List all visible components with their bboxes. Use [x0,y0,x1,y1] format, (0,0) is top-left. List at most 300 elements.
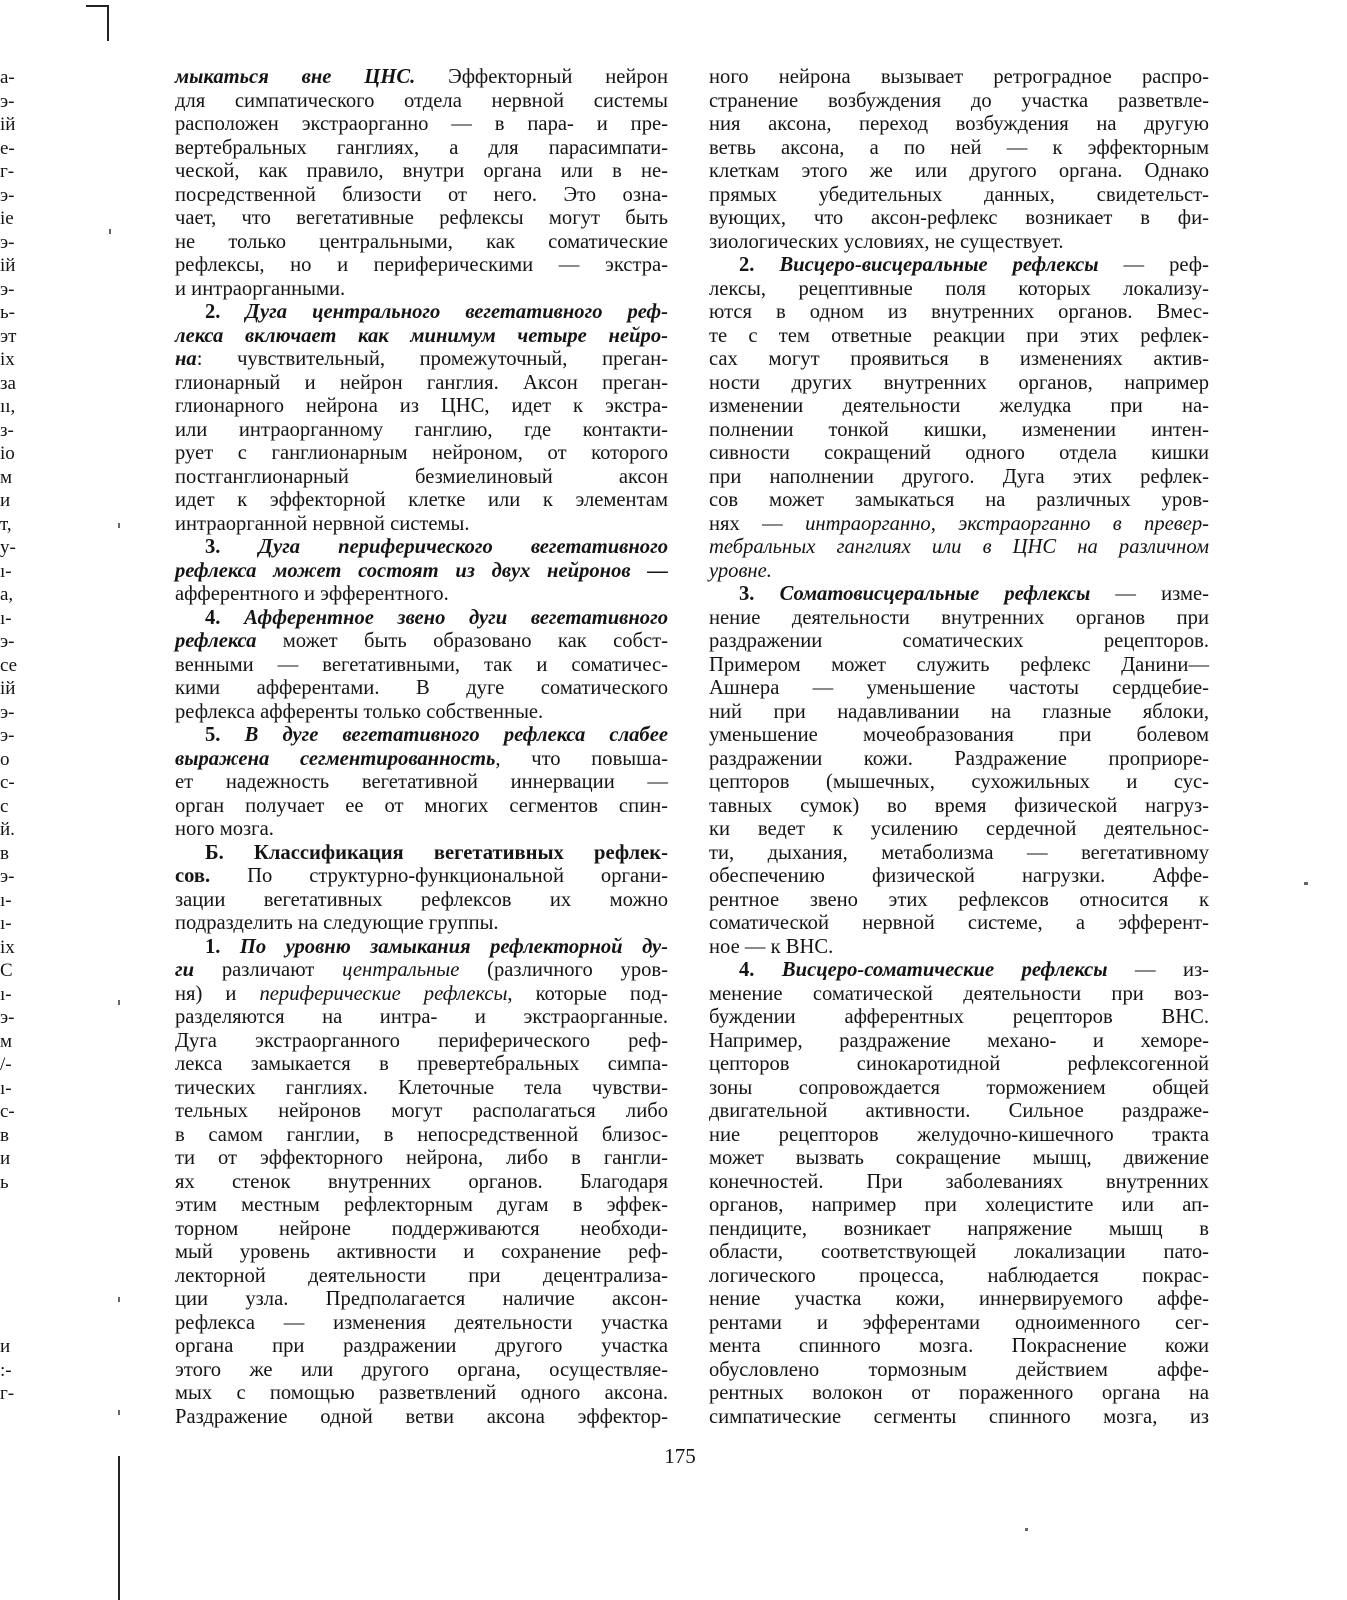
body-text: зиологических условиях, не существует. [709,230,1064,253]
margin-fragment: э- [0,1007,15,1028]
body-text: ное — к ВНС. [709,935,834,958]
body-text: Например, раздражение механо- и хеморе- [709,1029,1209,1052]
text-line [175,748,668,772]
text-line [175,372,668,396]
body-text: зации вегетативных рефлексов их можно [175,888,668,911]
text-line [709,1171,1209,1195]
emphasis-text: 2. [739,254,780,276]
margin-fragment: г- [0,1383,15,1404]
body-text: при наполнении другого. Дуга этих рефлек- [709,465,1209,488]
text-line [175,442,668,466]
body-text: посредственной близости от него. Это озна- [175,183,668,206]
text-line [709,489,1209,513]
body-text: цепторов синокаротидной рефлексогенной [709,1053,1209,1075]
text-line [175,513,668,537]
body-text: зоны сопровождается торможением общей [709,1076,1209,1099]
body-text: — реф- [1098,254,1210,276]
text-line [175,630,668,654]
text-line [175,1194,668,1218]
margin-fragment: с- [0,1101,15,1122]
body-text: торном нейроне поддерживаются необходи- [175,1217,668,1240]
binding-edge-line [118,1456,120,1600]
margin-fragment: а, [0,584,14,605]
text-line [175,466,668,490]
margin-fragment: іх [0,936,15,958]
margin-fragment: и [0,1148,11,1169]
text-line [709,630,1209,654]
margin-fragment [0,1194,26,1218]
text-line [175,983,668,1007]
text-line [175,160,668,184]
text-line [709,1077,1209,1101]
body-text: афферентного и эфферентного. [175,583,449,605]
text-line [709,395,1209,419]
text-line [175,231,668,255]
text-line [709,1100,1209,1124]
text-line [175,912,668,936]
text-line [709,1147,1209,1171]
text-line [709,113,1209,137]
body-text: разделяются на интра- и экстраорганные. [175,1006,668,1028]
body-text: различают [194,959,343,981]
text-line [709,1194,1209,1218]
body-text: этого же или другого органа, осуществляе- [175,1358,668,1381]
scan-speck [1304,882,1308,885]
body-text: мента спинного мозга. Покраснение кожи [709,1335,1209,1357]
emphasis-text: ги [175,959,195,981]
text-line [709,442,1209,466]
text-line [709,1218,1209,1242]
margin-fragment: в [0,842,9,864]
margin-fragment: э- [0,231,15,253]
body-text: полнении тонкой кишки, изменении интен- [709,418,1209,441]
body-text: рентных волокон от пораженного органа на [709,1382,1209,1404]
text-line [709,137,1209,161]
body-text: По структурно-функциональной органи- [210,865,668,887]
body-text: , которые под- [507,982,668,1005]
text-line [175,348,668,372]
margin-fragment: о [0,748,10,770]
emphasis-text: 4. [205,606,245,629]
text-line [175,395,668,419]
margin-fragment: э- [0,701,15,723]
emphasis-text: 3. [739,583,780,605]
text-line [709,231,1209,255]
margin-fragment: ı- [0,1077,12,1099]
margin-fragment: іо [0,443,15,464]
text-line [709,959,1209,983]
text-line [709,1288,1209,1312]
body-text: раздражении соматических рецепторов. [709,630,1209,652]
text-line [175,207,668,231]
margin-fragment: а- [0,67,15,88]
text-line [709,278,1209,302]
scan-speck [118,1000,120,1005]
body-text: глионарного нейрона из ЦНС, идет к экстра- [175,395,668,417]
body-text: ного нейрона вызывает ретроградное распро- [709,66,1209,88]
body-text: ции узла. Предполагается наличие аксон- [175,1288,668,1310]
body-text: нях — [709,512,806,535]
body-text: те с тем ответные реакции при этих рефлек- [709,324,1209,347]
body-text: органов, например при холецистите или ап- [709,1194,1209,1216]
emphasis-text: 2. [205,301,246,323]
margin-fragment [0,1265,26,1289]
body-text: лекса замыкается в превертебральных симпа- [175,1053,668,1075]
emphasis-text: на [175,348,197,370]
body-text: логического процесса, наблюдается покрас- [709,1264,1209,1287]
text-line [175,301,668,325]
text-line [175,818,668,842]
text-line [175,842,668,866]
text-line [175,278,668,302]
body-text: двигательной активности. Сильное раздраже- [709,1100,1209,1122]
text-line [709,583,1209,607]
margin-fragment [0,1218,26,1242]
text-line [175,1171,668,1195]
italic-text: интраорганно, экстраорганно в превер- [805,512,1209,535]
body-text: ческой, как правило, внутри органа или в не- [175,160,668,182]
body-text: симпатические сегменты спинного мозга, из [709,1405,1209,1428]
body-text: рефлекса — изменения деятельности участка [175,1311,668,1334]
text-line [709,160,1209,184]
margin-fragment: ь- [0,302,15,323]
text-line [175,419,668,443]
body-text: ние рецепторов желудочно-кишечного тракта [709,1123,1209,1146]
body-text: может быть образовано как собст- [256,630,668,652]
text-line [709,325,1209,349]
margin-fragment [0,1241,26,1265]
text-line [709,301,1209,325]
text-column-right [709,66,1209,1429]
text-line [175,1053,668,1077]
margin-fragment: ı- [0,607,12,629]
body-text: рентами и эфферентами одноименного сег- [709,1311,1209,1334]
text-line [709,1382,1209,1406]
scan-corner-mark [107,5,109,41]
body-text: для симпатического отдела нервной системы [175,89,668,112]
body-text: , что повыша- [495,747,668,770]
text-line [709,466,1209,490]
body-text: рует с ганглионарным нейроном, от которого [175,442,668,464]
body-text: органа при раздражении другого участка [175,1335,668,1357]
margin-fragment: с- [0,772,15,793]
text-line [175,889,668,913]
margin-fragment: ь [0,1171,9,1193]
text-line [175,1077,668,1101]
margin-fragment: с [0,795,9,817]
margin-fragment: з- [0,419,14,441]
margin-fragment: /- [0,1054,12,1075]
text-line [709,184,1209,208]
body-text: клеткам этого же или другого органа. Однако [709,160,1209,182]
scan-speck [118,1410,120,1415]
text-line [709,66,1209,90]
text-line [175,959,668,983]
body-text: вующих, что аксон-рефлекс возникает в фи- [709,207,1209,229]
margin-fragment: э- [0,725,15,746]
body-text: лекторной деятельности при децентрализа- [175,1264,668,1287]
body-text: изменении деятельности желудка при на- [709,395,1209,417]
body-text: менение соматической деятельности при воз- [709,982,1209,1005]
body-text: чает, что вегетативные рефлексы могут быть [175,207,668,229]
scan-speck [118,523,120,528]
emphasis-text: В дуге вегетативного рефлекса слабее [244,724,668,746]
body-text: ти, дыхания, метаболизма — вегетативному [709,841,1209,864]
emphasis-text: 3. [205,536,259,558]
emphasis-text: сов. [175,865,211,887]
margin-fragment: у- [0,537,16,558]
text-line [709,1312,1209,1336]
margin-fragment: С [0,960,13,981]
text-line [709,724,1209,748]
text-line [709,654,1209,678]
body-text: рентное звено этих рефлексов относится к [709,888,1209,911]
text-line [709,677,1209,701]
margin-fragment: м [0,1030,13,1052]
body-text: тельных нейронов могут располагаться либо [175,1100,668,1122]
text-line [175,795,668,819]
body-text: расположен экстраорганно — в пара- и пре- [175,113,668,135]
emphasis-text: По уровню замыкания рефлекторной ду- [239,935,669,958]
body-text: мых с помощью разветвлений одного аксона. [175,1382,668,1404]
margin-fragment: ій [0,114,16,135]
text-line [709,207,1209,231]
body-text: рефлексы, но и периферическими — экстра- [175,254,668,276]
body-text: лексы, рецептивные поля которых локализу- [709,277,1209,300]
body-text: сов может замыкаться на различных уров- [709,489,1209,511]
body-text: мый уровень активности и сохранение реф- [175,1241,668,1263]
body-text: Примером может служить рефлекс Данини— [709,653,1209,676]
text-line [175,1241,668,1265]
text-line [175,936,668,960]
text-line [709,1406,1209,1430]
margin-fragment: ı- [0,983,12,1005]
margin-fragment: ій [0,255,16,276]
text-line [709,795,1209,819]
text-line [709,1124,1209,1148]
text-line [709,1265,1209,1289]
scan-speck [109,229,111,234]
body-text: сах могут проявиться в изменениях актив- [709,348,1209,370]
italic-text: периферические рефлексы [259,982,508,1005]
body-text: ет надежность вегетативной иннервации — [175,771,668,793]
text-line [175,583,668,607]
body-text: рефлекса афференты только собственные. [175,700,544,723]
text-line [175,771,668,795]
body-text: ния аксона, переход возбуждения на другую [709,113,1209,135]
text-line [175,489,668,513]
text-line [175,1030,668,1054]
emphasis-text: 4. [739,959,782,981]
emphasis-text: 5. [205,724,245,746]
body-text: венными — вегетативными, так и соматичес- [175,653,668,676]
emphasis-text: рефлекса [175,630,257,652]
emphasis-text: Соматовисцеральные рефлексы [779,583,1091,605]
text-line [709,419,1209,443]
text-line [709,701,1209,725]
scan-speck [118,1297,120,1302]
margin-fragment: се [0,654,18,676]
margin-fragment: ı- [0,889,12,911]
text-line [175,137,668,161]
text-line [175,1406,668,1430]
body-text: тавных сумок) во время физической нагруз- [709,794,1209,817]
body-text: буждении афферентных рецепторов ВНС. [709,1006,1209,1028]
body-text: странение возбуждения до участка разветвле- [709,89,1209,112]
margin-fragment: м [0,466,13,488]
margin-fragment: э- [0,278,15,300]
text-line [175,1335,668,1359]
text-line [709,865,1209,889]
text-line [709,536,1209,560]
margin-fragment: э- [0,866,15,887]
margin-fragment: ı- [0,560,12,582]
margin-fragment: іе [0,208,14,229]
emphasis-text: Афферентное звено дуги вегетативного [244,606,668,629]
text-line [709,1030,1209,1054]
emphasis-text: Висцеро-соматические рефлексы [781,959,1108,981]
text-line [709,771,1209,795]
text-line [709,560,1209,584]
text-line [175,654,668,678]
body-text: ний при надавливании на глазные яблоки, [709,700,1209,723]
body-text: Ашнера — уменьшение частоты сердцебие- [709,677,1209,699]
margin-fragment: іх [0,349,15,370]
text-line [175,865,668,889]
text-line [175,66,668,90]
body-text: сивности сокращений одного отдела кишки [709,442,1209,464]
body-text: обусловлено тормозным действием аффе- [709,1358,1209,1381]
emphasis-text: рефлекса может состоят из двух нейронов — [175,559,668,582]
body-text: в самом ганглии, в непосредственной близос- [175,1123,668,1146]
body-text: Эффекторный нейрон [415,66,668,88]
body-text: ях стенок внутренних органов. Благодаря [175,1170,668,1193]
margin-fragment: е- [0,137,15,159]
body-text: глионарный и нейрон ганглия. Аксон преган- [175,371,668,394]
body-text: — из- [1107,959,1209,981]
text-line [709,842,1209,866]
body-text: уменьшение мочеобразования при болевом [709,724,1209,746]
text-line [175,1265,668,1289]
text-line [709,748,1209,772]
text-line [175,1100,668,1124]
margin-fragment: ı- [0,913,12,934]
text-line [709,818,1209,842]
margin-fragment: ıı, [0,396,16,417]
body-text: может вызвать сокращение мышц, движение [709,1147,1209,1169]
body-text: Дуга экстраорганного периферического реф- [175,1029,668,1052]
scan-corner-mark-horizontal [86,5,108,7]
emphasis-text: мыкаться вне ЦНС. [175,66,416,88]
body-text: обеспечению физической нагрузки. Аффе- [709,865,1209,887]
text-line [709,254,1209,278]
text-line [709,1006,1209,1030]
body-text: Раздражение одной ветви аксона эффектор- [175,1405,668,1428]
scan-speck [1025,1528,1028,1531]
text-line [175,536,668,560]
text-line [709,90,1209,114]
body-text: ются в одном из внутренних органов. Вмес- [709,301,1209,323]
text-column-left [175,66,668,1429]
emphasis-text: Дуга центрального вегетативного реф- [245,301,669,323]
text-line [709,1359,1209,1383]
text-line [175,325,668,349]
emphasis-text: Дуга периферического вегетативного [258,536,668,558]
emphasis-text: Висцеро-висцеральные рефлексы [779,254,1099,276]
margin-fragment: э- [0,90,15,112]
emphasis-text: 1. [205,935,240,958]
body-text: постганглионарный безмиелиновый аксон [175,465,668,488]
italic-text: тебральных ганглиях или в ЦНС на различном [709,536,1209,558]
text-line [175,724,668,748]
body-text: ки ведет к усилению сердечной деятельнос- [709,818,1209,840]
body-text: кими афферентами. В дуге соматического [175,677,668,699]
text-line [175,1147,668,1171]
body-text: раздражении кожи. Раздражение проприоре- [709,747,1209,770]
margin-fragment: за [0,372,16,394]
text-line [709,348,1209,372]
body-text: пендиците, возникает напряжение мышц в [709,1217,1209,1240]
margin-fragment: :- [0,1359,12,1381]
body-text: ветвь аксона, а по ней — к эффекторным [709,136,1209,159]
body-text: нение участка кожи, иннервируемого аффе- [709,1288,1209,1310]
italic-text: центральные [342,959,460,981]
body-text: и интраорганными. [175,277,346,300]
body-text: этим местным рефлекторным дугам в эффек- [175,1194,668,1216]
margin-fragment: й. [0,819,15,840]
text-line [175,1218,668,1242]
text-line [175,1382,668,1406]
margin-fragment: э- [0,184,15,206]
body-text: : чувствительный, промежуточный, преган- [196,348,668,370]
body-text: интраорганной нервной системы. [175,512,470,535]
body-text: соматической нервной системе, а эфферент- [709,912,1209,934]
margin-fragment: в [0,1124,9,1146]
page-number: 175 [664,1444,696,1468]
text-line [709,1335,1209,1359]
body-text: прямых убедительных данных, свидетельст- [709,183,1209,206]
emphasis-text: лекса включает как минимум четыре нейро- [175,324,668,347]
margin-fragment [0,1288,26,1312]
body-text: ти от эффекторного нейрона, либо в гангли- [175,1147,668,1169]
text-line [175,607,668,631]
text-line [175,1124,668,1148]
body-text: не только центральными, как соматические [175,230,668,253]
text-line [175,254,668,278]
body-text: или интраорганному ганглию, где контакти- [175,418,668,441]
italic-text: уровне. [709,559,772,582]
text-line [709,889,1209,913]
left-margin-cropped-text [0,66,26,1406]
text-line [709,372,1209,396]
text-line [175,677,668,701]
margin-fragment [0,1312,26,1336]
body-text: идет к эффекторной клетке или к элементам [175,489,668,511]
text-line [175,1288,668,1312]
text-line [175,1312,668,1336]
text-line [709,1053,1209,1077]
margin-fragment: т, [0,513,12,535]
body-text: — изме- [1090,583,1209,605]
text-line [709,912,1209,936]
body-text: нение деятельности внутренних органов при [709,606,1209,629]
text-line [709,513,1209,537]
margin-fragment: э- [0,631,15,652]
body-text: подразделить на следующие группы. [175,912,499,934]
text-line [175,1359,668,1383]
margin-fragment: г- [0,161,15,182]
text-line [175,90,668,114]
